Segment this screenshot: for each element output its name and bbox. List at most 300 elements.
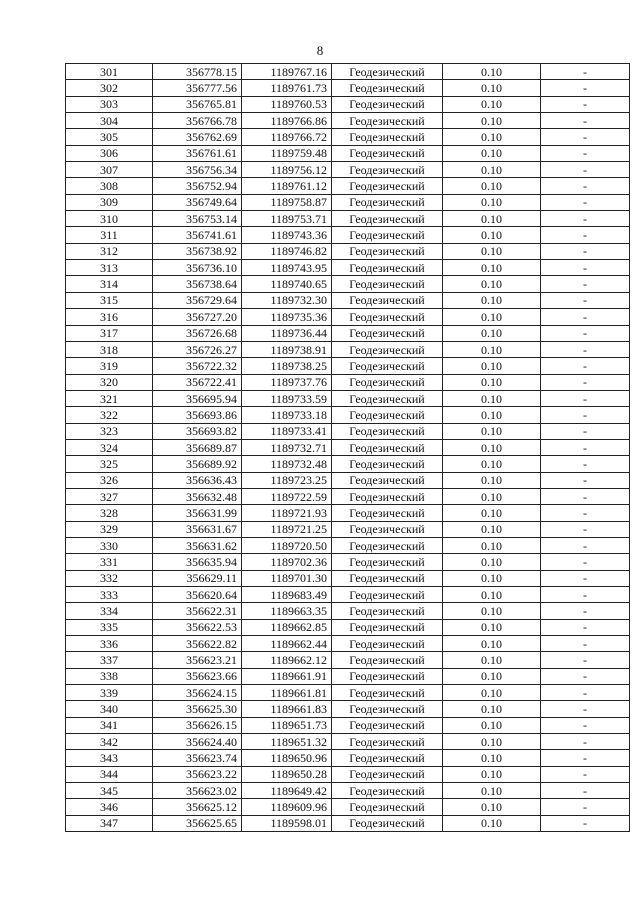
x-coordinate-cell: 356622.53 — [153, 619, 242, 635]
description-cell: - — [541, 423, 630, 439]
method-cell: Геодезический — [332, 80, 443, 96]
x-coordinate-cell: 356635.94 — [153, 554, 242, 570]
precision-cell: 0.10 — [443, 96, 541, 112]
point-number-cell: 339 — [66, 685, 153, 701]
table-row — [66, 701, 630, 717]
precision-cell: 0.10 — [443, 488, 541, 504]
point-number-cell: 322 — [66, 407, 153, 423]
method-cell: Геодезический — [332, 309, 443, 325]
description-cell: - — [541, 162, 630, 178]
x-coordinate-cell: 356689.87 — [153, 439, 242, 455]
precision-cell: 0.10 — [443, 64, 541, 80]
method-cell: Геодезический — [332, 211, 443, 227]
table-row — [66, 96, 630, 112]
table-row — [66, 129, 630, 145]
method-cell: Геодезический — [332, 783, 443, 799]
x-coordinate-cell: 356632.48 — [153, 488, 242, 504]
description-cell: - — [541, 325, 630, 341]
method-cell: Геодезический — [332, 341, 443, 357]
y-coordinate-cell: 1189661.91 — [242, 668, 332, 684]
table-row — [66, 587, 630, 603]
y-coordinate-cell: 1189721.25 — [242, 521, 332, 537]
y-coordinate-cell: 1189651.73 — [242, 717, 332, 733]
table-row — [66, 815, 630, 831]
y-coordinate-cell: 1189662.85 — [242, 619, 332, 635]
y-coordinate-cell: 1189766.72 — [242, 129, 332, 145]
point-number-cell: 308 — [66, 178, 153, 194]
table-row — [66, 292, 630, 308]
x-coordinate-cell: 356749.64 — [153, 194, 242, 210]
y-coordinate-cell: 1189663.35 — [242, 603, 332, 619]
x-coordinate-cell: 356695.94 — [153, 390, 242, 406]
description-cell: - — [541, 685, 630, 701]
precision-cell: 0.10 — [443, 276, 541, 292]
precision-cell: 0.10 — [443, 358, 541, 374]
y-coordinate-cell: 1189651.32 — [242, 734, 332, 750]
method-cell: Геодезический — [332, 472, 443, 488]
table-row — [66, 750, 630, 766]
point-number-cell: 334 — [66, 603, 153, 619]
y-coordinate-cell: 1189733.41 — [242, 423, 332, 439]
x-coordinate-cell: 356623.21 — [153, 652, 242, 668]
x-coordinate-cell: 356729.64 — [153, 292, 242, 308]
precision-cell: 0.10 — [443, 668, 541, 684]
method-cell: Геодезический — [332, 292, 443, 308]
point-number-cell: 305 — [66, 129, 153, 145]
point-number-cell: 311 — [66, 227, 153, 243]
precision-cell: 0.10 — [443, 325, 541, 341]
point-number-cell: 312 — [66, 243, 153, 259]
y-coordinate-cell: 1189720.50 — [242, 537, 332, 553]
y-coordinate-cell: 1189743.36 — [242, 227, 332, 243]
point-number-cell: 326 — [66, 472, 153, 488]
point-number-cell: 310 — [66, 211, 153, 227]
table-row — [66, 685, 630, 701]
x-coordinate-cell: 356738.92 — [153, 243, 242, 259]
x-coordinate-cell: 356778.15 — [153, 64, 242, 80]
y-coordinate-cell: 1189738.91 — [242, 341, 332, 357]
precision-cell: 0.10 — [443, 243, 541, 259]
x-coordinate-cell: 356722.32 — [153, 358, 242, 374]
y-coordinate-cell: 1189738.25 — [242, 358, 332, 374]
description-cell: - — [541, 766, 630, 782]
point-number-cell: 327 — [66, 488, 153, 504]
method-cell: Геодезический — [332, 668, 443, 684]
precision-cell: 0.10 — [443, 390, 541, 406]
table-row — [66, 211, 630, 227]
method-cell: Геодезический — [332, 603, 443, 619]
y-coordinate-cell: 1189753.71 — [242, 211, 332, 227]
point-number-cell: 317 — [66, 325, 153, 341]
description-cell: - — [541, 358, 630, 374]
table-row — [66, 799, 630, 815]
x-coordinate-cell: 356752.94 — [153, 178, 242, 194]
precision-cell: 0.10 — [443, 652, 541, 668]
method-cell: Геодезический — [332, 260, 443, 276]
description-cell: - — [541, 227, 630, 243]
method-cell: Геодезический — [332, 750, 443, 766]
x-coordinate-cell: 356726.68 — [153, 325, 242, 341]
point-number-cell: 328 — [66, 505, 153, 521]
table-row — [66, 80, 630, 96]
precision-cell: 0.10 — [443, 799, 541, 815]
x-coordinate-cell: 356726.27 — [153, 341, 242, 357]
y-coordinate-cell: 1189736.44 — [242, 325, 332, 341]
x-coordinate-cell: 356625.65 — [153, 815, 242, 831]
table-row — [66, 358, 630, 374]
method-cell: Геодезический — [332, 162, 443, 178]
y-coordinate-cell: 1189737.76 — [242, 374, 332, 390]
y-coordinate-cell: 1189756.12 — [242, 162, 332, 178]
point-number-cell: 303 — [66, 96, 153, 112]
y-coordinate-cell: 1189758.87 — [242, 194, 332, 210]
description-cell: - — [541, 668, 630, 684]
coordinates-table — [65, 63, 630, 832]
description-cell: - — [541, 292, 630, 308]
precision-cell: 0.10 — [443, 309, 541, 325]
x-coordinate-cell: 356623.66 — [153, 668, 242, 684]
method-cell: Геодезический — [332, 243, 443, 259]
method-cell: Геодезический — [332, 652, 443, 668]
method-cell: Геодезический — [332, 537, 443, 553]
x-coordinate-cell: 356622.82 — [153, 636, 242, 652]
y-coordinate-cell: 1189683.49 — [242, 587, 332, 603]
table-row — [66, 113, 630, 129]
precision-cell: 0.10 — [443, 211, 541, 227]
point-number-cell: 347 — [66, 815, 153, 831]
precision-cell: 0.10 — [443, 734, 541, 750]
method-cell: Геодезический — [332, 570, 443, 586]
point-number-cell: 313 — [66, 260, 153, 276]
method-cell: Геодезический — [332, 587, 443, 603]
point-number-cell: 323 — [66, 423, 153, 439]
y-coordinate-cell: 1189609.96 — [242, 799, 332, 815]
method-cell: Геодезический — [332, 407, 443, 423]
y-coordinate-cell: 1189598.01 — [242, 815, 332, 831]
precision-cell: 0.10 — [443, 423, 541, 439]
description-cell: - — [541, 701, 630, 717]
method-cell: Геодезический — [332, 374, 443, 390]
y-coordinate-cell: 1189733.18 — [242, 407, 332, 423]
y-coordinate-cell: 1189732.30 — [242, 292, 332, 308]
method-cell: Геодезический — [332, 456, 443, 472]
description-cell: - — [541, 129, 630, 145]
x-coordinate-cell: 356756.34 — [153, 162, 242, 178]
y-coordinate-cell: 1189721.93 — [242, 505, 332, 521]
precision-cell: 0.10 — [443, 603, 541, 619]
y-coordinate-cell: 1189661.81 — [242, 685, 332, 701]
precision-cell: 0.10 — [443, 129, 541, 145]
x-coordinate-cell: 356766.78 — [153, 113, 242, 129]
description-cell: - — [541, 439, 630, 455]
x-coordinate-cell: 356689.92 — [153, 456, 242, 472]
x-coordinate-cell: 356625.30 — [153, 701, 242, 717]
y-coordinate-cell: 1189662.12 — [242, 652, 332, 668]
description-cell: - — [541, 456, 630, 472]
y-coordinate-cell: 1189761.12 — [242, 178, 332, 194]
precision-cell: 0.10 — [443, 619, 541, 635]
table-row — [66, 734, 630, 750]
table-row — [66, 194, 630, 210]
table-row — [66, 456, 630, 472]
point-number-cell: 345 — [66, 783, 153, 799]
x-coordinate-cell: 356693.86 — [153, 407, 242, 423]
description-cell: - — [541, 96, 630, 112]
precision-cell: 0.10 — [443, 521, 541, 537]
description-cell: - — [541, 211, 630, 227]
description-cell: - — [541, 472, 630, 488]
y-coordinate-cell: 1189650.96 — [242, 750, 332, 766]
x-coordinate-cell: 356622.31 — [153, 603, 242, 619]
x-coordinate-cell: 356762.69 — [153, 129, 242, 145]
x-coordinate-cell: 356625.12 — [153, 799, 242, 815]
x-coordinate-cell: 356624.40 — [153, 734, 242, 750]
x-coordinate-cell: 356624.15 — [153, 685, 242, 701]
precision-cell: 0.10 — [443, 766, 541, 782]
precision-cell: 0.10 — [443, 570, 541, 586]
method-cell: Геодезический — [332, 766, 443, 782]
precision-cell: 0.10 — [443, 815, 541, 831]
method-cell: Геодезический — [332, 554, 443, 570]
point-number-cell: 333 — [66, 587, 153, 603]
table-row — [66, 162, 630, 178]
description-cell: - — [541, 194, 630, 210]
table-row — [66, 374, 630, 390]
y-coordinate-cell: 1189701.30 — [242, 570, 332, 586]
method-cell: Геодезический — [332, 194, 443, 210]
description-cell: - — [541, 178, 630, 194]
point-number-cell: 315 — [66, 292, 153, 308]
method-cell: Геодезический — [332, 799, 443, 815]
page-number: 8 — [316, 43, 324, 58]
point-number-cell: 329 — [66, 521, 153, 537]
precision-cell: 0.10 — [443, 178, 541, 194]
description-cell: - — [541, 587, 630, 603]
y-coordinate-cell: 1189740.65 — [242, 276, 332, 292]
precision-cell: 0.10 — [443, 587, 541, 603]
description-cell: - — [541, 64, 630, 80]
point-number-cell: 344 — [66, 766, 153, 782]
table-row — [66, 439, 630, 455]
x-coordinate-cell: 356736.10 — [153, 260, 242, 276]
description-cell: - — [541, 276, 630, 292]
table-row — [66, 783, 630, 799]
precision-cell: 0.10 — [443, 636, 541, 652]
table-row — [66, 260, 630, 276]
table-row — [66, 341, 630, 357]
table-row — [66, 276, 630, 292]
description-cell: - — [541, 260, 630, 276]
precision-cell: 0.10 — [443, 80, 541, 96]
point-number-cell: 341 — [66, 717, 153, 733]
x-coordinate-cell: 356623.02 — [153, 783, 242, 799]
x-coordinate-cell: 356631.99 — [153, 505, 242, 521]
description-cell: - — [541, 636, 630, 652]
table-row — [66, 668, 630, 684]
x-coordinate-cell: 356761.61 — [153, 145, 242, 161]
point-number-cell: 336 — [66, 636, 153, 652]
precision-cell: 0.10 — [443, 783, 541, 799]
method-cell: Геодезический — [332, 685, 443, 701]
table-row — [66, 227, 630, 243]
precision-cell: 0.10 — [443, 374, 541, 390]
table-row — [66, 554, 630, 570]
y-coordinate-cell: 1189743.95 — [242, 260, 332, 276]
x-coordinate-cell: 356626.15 — [153, 717, 242, 733]
point-number-cell: 301 — [66, 64, 153, 80]
description-cell: - — [541, 113, 630, 129]
precision-cell: 0.10 — [443, 701, 541, 717]
precision-cell: 0.10 — [443, 341, 541, 357]
method-cell: Геодезический — [332, 113, 443, 129]
precision-cell: 0.10 — [443, 537, 541, 553]
x-coordinate-cell: 356620.64 — [153, 587, 242, 603]
precision-cell: 0.10 — [443, 162, 541, 178]
description-cell: - — [541, 488, 630, 504]
description-cell: - — [541, 783, 630, 799]
x-coordinate-cell: 356741.61 — [153, 227, 242, 243]
y-coordinate-cell: 1189760.53 — [242, 96, 332, 112]
method-cell: Геодезический — [332, 64, 443, 80]
table-row — [66, 537, 630, 553]
table-row — [66, 619, 630, 635]
description-cell: - — [541, 505, 630, 521]
x-coordinate-cell: 356623.22 — [153, 766, 242, 782]
x-coordinate-cell: 356631.67 — [153, 521, 242, 537]
point-number-cell: 342 — [66, 734, 153, 750]
precision-cell: 0.10 — [443, 194, 541, 210]
precision-cell: 0.10 — [443, 456, 541, 472]
method-cell: Геодезический — [332, 488, 443, 504]
point-number-cell: 320 — [66, 374, 153, 390]
y-coordinate-cell: 1189649.42 — [242, 783, 332, 799]
y-coordinate-cell: 1189702.36 — [242, 554, 332, 570]
method-cell: Геодезический — [332, 390, 443, 406]
description-cell: - — [541, 799, 630, 815]
point-number-cell: 306 — [66, 145, 153, 161]
precision-cell: 0.10 — [443, 260, 541, 276]
point-number-cell: 325 — [66, 456, 153, 472]
table-row — [66, 521, 630, 537]
y-coordinate-cell: 1189733.59 — [242, 390, 332, 406]
point-number-cell: 331 — [66, 554, 153, 570]
description-cell: - — [541, 537, 630, 553]
precision-cell: 0.10 — [443, 292, 541, 308]
table-row — [66, 603, 630, 619]
point-number-cell: 321 — [66, 390, 153, 406]
table-row — [66, 178, 630, 194]
y-coordinate-cell: 1189662.44 — [242, 636, 332, 652]
point-number-cell: 304 — [66, 113, 153, 129]
method-cell: Геодезический — [332, 145, 443, 161]
y-coordinate-cell: 1189723.25 — [242, 472, 332, 488]
method-cell: Геодезический — [332, 619, 443, 635]
x-coordinate-cell: 356777.56 — [153, 80, 242, 96]
method-cell: Геодезический — [332, 701, 443, 717]
precision-cell: 0.10 — [443, 227, 541, 243]
point-number-cell: 318 — [66, 341, 153, 357]
description-cell: - — [541, 309, 630, 325]
y-coordinate-cell: 1189761.73 — [242, 80, 332, 96]
table-row — [66, 407, 630, 423]
y-coordinate-cell: 1189766.86 — [242, 113, 332, 129]
description-cell: - — [541, 619, 630, 635]
method-cell: Геодезический — [332, 276, 443, 292]
description-cell: - — [541, 243, 630, 259]
table-row — [66, 423, 630, 439]
method-cell: Геодезический — [332, 439, 443, 455]
x-coordinate-cell: 356636.43 — [153, 472, 242, 488]
x-coordinate-cell: 356753.14 — [153, 211, 242, 227]
method-cell: Геодезический — [332, 129, 443, 145]
precision-cell: 0.10 — [443, 685, 541, 701]
point-number-cell: 309 — [66, 194, 153, 210]
precision-cell: 0.10 — [443, 554, 541, 570]
description-cell: - — [541, 652, 630, 668]
x-coordinate-cell: 356629.11 — [153, 570, 242, 586]
table-row — [66, 766, 630, 782]
point-number-cell: 335 — [66, 619, 153, 635]
y-coordinate-cell: 1189732.48 — [242, 456, 332, 472]
table-row — [66, 390, 630, 406]
table-row — [66, 570, 630, 586]
method-cell: Геодезический — [332, 815, 443, 831]
description-cell: - — [541, 750, 630, 766]
table-row — [66, 243, 630, 259]
description-cell: - — [541, 80, 630, 96]
point-number-cell: 302 — [66, 80, 153, 96]
precision-cell: 0.10 — [443, 750, 541, 766]
x-coordinate-cell: 356765.81 — [153, 96, 242, 112]
description-cell: - — [541, 145, 630, 161]
x-coordinate-cell: 356623.74 — [153, 750, 242, 766]
table-row — [66, 636, 630, 652]
y-coordinate-cell: 1189661.83 — [242, 701, 332, 717]
method-cell: Геодезический — [332, 325, 443, 341]
point-number-cell: 343 — [66, 750, 153, 766]
y-coordinate-cell: 1189650.28 — [242, 766, 332, 782]
point-number-cell: 338 — [66, 668, 153, 684]
method-cell: Геодезический — [332, 358, 443, 374]
description-cell: - — [541, 603, 630, 619]
y-coordinate-cell: 1189759.48 — [242, 145, 332, 161]
precision-cell: 0.10 — [443, 407, 541, 423]
point-number-cell: 332 — [66, 570, 153, 586]
method-cell: Геодезический — [332, 505, 443, 521]
description-cell: - — [541, 407, 630, 423]
y-coordinate-cell: 1189722.59 — [242, 488, 332, 504]
method-cell: Геодезический — [332, 423, 443, 439]
point-number-cell: 346 — [66, 799, 153, 815]
description-cell: - — [541, 570, 630, 586]
table-row — [66, 652, 630, 668]
method-cell: Геодезический — [332, 227, 443, 243]
precision-cell: 0.10 — [443, 113, 541, 129]
table-row — [66, 472, 630, 488]
description-cell: - — [541, 815, 630, 831]
description-cell: - — [541, 554, 630, 570]
x-coordinate-cell: 356722.41 — [153, 374, 242, 390]
table-row — [66, 325, 630, 341]
precision-cell: 0.10 — [443, 145, 541, 161]
point-number-cell: 340 — [66, 701, 153, 717]
point-number-cell: 316 — [66, 309, 153, 325]
y-coordinate-cell: 1189735.36 — [242, 309, 332, 325]
point-number-cell: 319 — [66, 358, 153, 374]
y-coordinate-cell: 1189732.71 — [242, 439, 332, 455]
table-row — [66, 505, 630, 521]
method-cell: Геодезический — [332, 636, 443, 652]
